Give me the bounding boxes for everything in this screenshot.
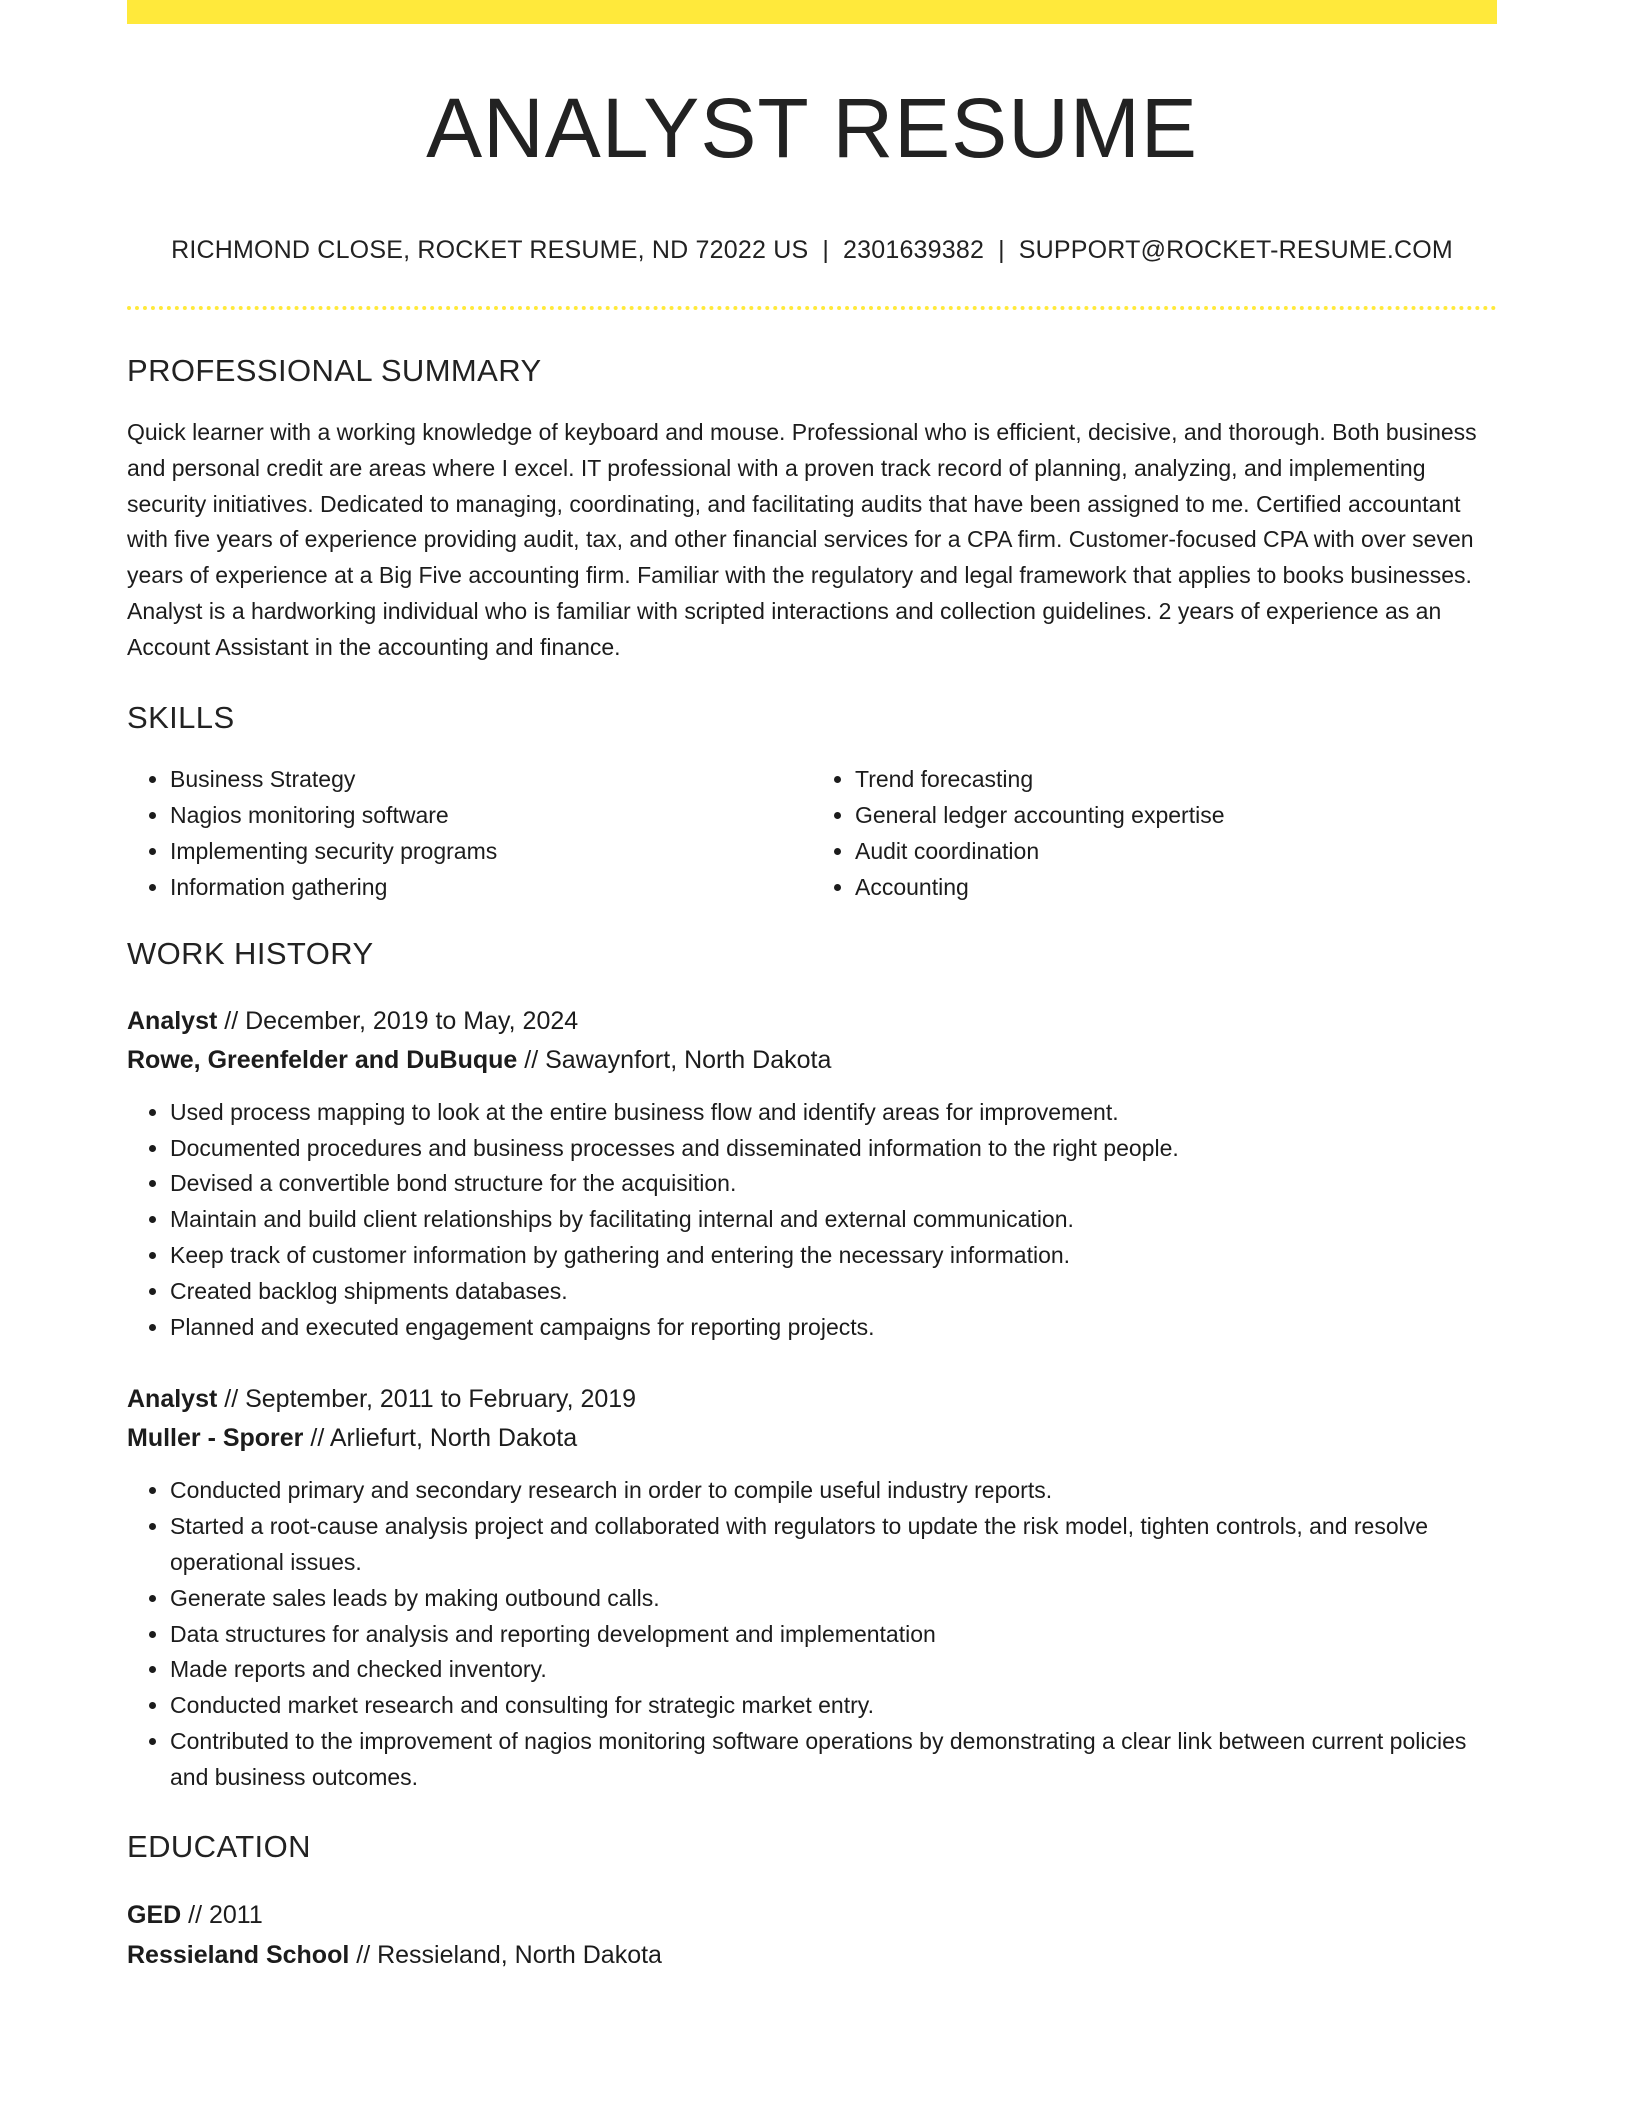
skills-heading: SKILLS (127, 699, 235, 735)
contact-email: SUPPORT@ROCKET-RESUME.COM (1018, 236, 1453, 264)
contact-separator: | (822, 236, 830, 264)
contact-address: RICHMOND CLOSE, ROCKET RESUME, ND 72022 US (171, 236, 809, 264)
resume-page (127, 0, 1497, 1975)
job-bullet: • Planned and executed engagement campaigns for reporting projects. (170, 1310, 1497, 1346)
skill-item: • Nagios monitoring software (170, 797, 812, 833)
accent-top-bar (127, 0, 1497, 24)
contact-phone: 2301639382 (843, 236, 985, 264)
skill-item: • Audit coordination (855, 833, 1497, 869)
contact-line (127, 236, 1497, 265)
job-bullets (127, 1095, 1497, 1346)
skill-item: • Accounting (855, 869, 1497, 905)
summary-text: Quick learner with a working knowledge of keyboard and mouse. Professional who is efficient, decisive, and thorough. Both business and personal credit are areas where I excel. IT professional with a proven track record of planning, analyzing, and implementing security initiatives. Dedicated to managing, coordinating, and facilitating audits that have been assigned to me. Certified accountant with five years of experience providing audit, tax, and other financial services for a CPA firm. Customer-focused CPA with over seven years of experience at a Big Five accounting firm. Familiar with the regulatory and legal framework that applies to books businesses. Analyst is a hardworking individual who is familiar with scripted interactions and collection guidelines. 2 years of experience as an Account Assistant in the accounting and finance. (127, 419, 1477, 660)
job-bullet: • Data structures for analysis and reporting development and implementation (170, 1617, 1497, 1653)
job-title-line (127, 1380, 1497, 1418)
job-location: // Arliefurt, North Dakota (303, 1424, 578, 1453)
dotted-divider (127, 306, 1497, 310)
work-history-heading: WORK HISTORY (127, 935, 374, 971)
skill-item: • Trend forecasting (855, 761, 1497, 797)
job-bullet: • Created backlog shipments databases. (170, 1274, 1497, 1310)
job-title: Analyst (127, 1385, 218, 1414)
job-bullets (127, 1473, 1497, 1795)
education-school-line (127, 1935, 1497, 1975)
job-location: // Sawaynfort, North Dakota (517, 1045, 832, 1074)
job-bullet: • Devised a convertible bond structure for the acquisition. (170, 1166, 1497, 1202)
job-company-line (127, 1418, 1497, 1458)
job-bullet: • Documented procedures and business processes and disseminated information to the right people. (170, 1131, 1497, 1167)
job-bullet: • Started a root-cause analysis project and collaborated with regulators to update the risk model, tighten controls, and resolve operational issues. (170, 1509, 1497, 1581)
job-dates: // September, 2011 to February, 2019 (217, 1385, 637, 1414)
job-bullet: • Keep track of customer information by gathering and entering the necessary information. (170, 1238, 1497, 1274)
job-bullet: • Generate sales leads by making outbound calls. (170, 1581, 1497, 1617)
contact-separator: | (998, 236, 1005, 264)
job-title: Analyst (127, 1006, 218, 1035)
skills-column-left (127, 761, 812, 906)
job-company: Muller - Sporer (127, 1424, 304, 1453)
job-bullet: • Conducted primary and secondary research in order to compile useful industry reports. (170, 1473, 1497, 1509)
job-bullet: • Conducted market research and consulting for strategic market entry. (170, 1688, 1497, 1724)
skills-list (127, 761, 1497, 906)
skill-item: • Business Strategy (170, 761, 812, 797)
education-heading: EDUCATION (127, 1828, 311, 1864)
education-location: // Ressieland, North Dakota (349, 1940, 662, 1969)
job-bullet: • Used process mapping to look at the entire business flow and identify areas for improvement. (170, 1095, 1497, 1131)
job-company-line (127, 1040, 1497, 1080)
summary-heading: PROFESSIONAL SUMMARY (127, 353, 542, 388)
education-school: Ressieland School (127, 1940, 350, 1969)
resume-title: ANALYST RESUME (426, 81, 1198, 175)
job-entry (127, 1380, 1497, 1795)
job-bullet: • Maintain and build client relationships by facilitating internal and external communication. (170, 1202, 1497, 1238)
job-company: Rowe, Greenfelder and DuBuque (127, 1045, 518, 1074)
job-bullet: • Made reports and checked inventory. (170, 1652, 1497, 1688)
skill-item: • Implementing security programs (170, 833, 812, 869)
skill-item: • Information gathering (170, 869, 812, 905)
education-year: // 2011 (181, 1900, 263, 1929)
education-degree-line (127, 1895, 1497, 1935)
job-title-line (127, 1002, 1497, 1040)
job-entry (127, 1002, 1497, 1346)
job-dates: // December, 2019 to May, 2024 (217, 1006, 579, 1035)
skill-item: • General ledger accounting expertise (855, 797, 1497, 833)
job-bullet: • Contributed to the improvement of nagios monitoring software operations by demonstrating a clear link between current policies and business outcomes. (170, 1724, 1497, 1796)
skills-column-right (812, 761, 1497, 906)
education-degree: GED (127, 1900, 182, 1929)
